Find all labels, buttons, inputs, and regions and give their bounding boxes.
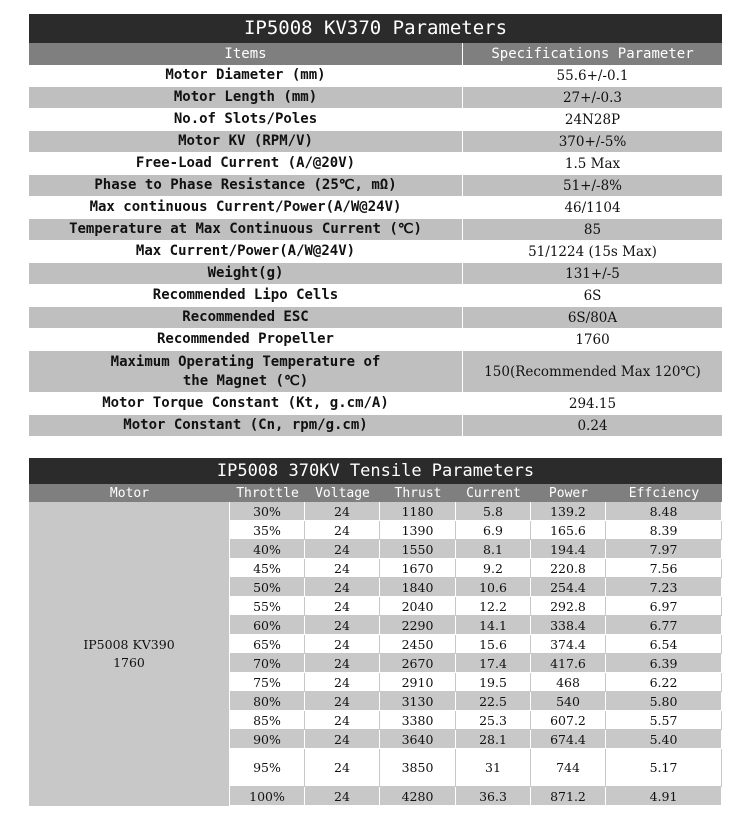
- thrust-cell: 3380: [380, 711, 456, 729]
- thrust-cell: 2910: [380, 673, 456, 691]
- current-column-header: Current: [466, 485, 521, 501]
- parameter-row: [29, 307, 722, 329]
- throttle-cell: 35%: [230, 521, 305, 539]
- tensile-row: [230, 673, 722, 692]
- thrust-cell: 1180: [380, 502, 456, 520]
- efficiency-cell: 5.40: [606, 730, 722, 748]
- parameter-item: Weight(g): [29, 263, 463, 284]
- parameter-row: [29, 241, 722, 263]
- power-cell: 220.8: [531, 559, 606, 577]
- parameter-row: [29, 197, 722, 219]
- tensile-row: [230, 730, 722, 749]
- thrust-cell: 2290: [380, 616, 456, 634]
- thrust-cell: 2450: [380, 635, 456, 653]
- throttle-cell: 75%: [230, 673, 305, 691]
- tensile-table-body: [29, 502, 722, 806]
- efficiency-cell: 7.97: [606, 540, 722, 558]
- power-cell: 254.4: [531, 578, 606, 596]
- voltage-cell: 24: [305, 597, 380, 615]
- throttle-cell: 60%: [230, 616, 305, 634]
- parameter-item: Motor Length (mm): [29, 87, 463, 108]
- current-cell: 14.1: [456, 616, 531, 634]
- thrust-cell: 3130: [380, 692, 456, 710]
- throttle-cell: 40%: [230, 540, 305, 558]
- tensile-row: [230, 597, 722, 616]
- parameter-value: 6S: [583, 287, 602, 304]
- thrust-cell: 4280: [380, 787, 456, 805]
- efficiency-cell: 5.57: [606, 711, 722, 729]
- thrust-cell: 1670: [380, 559, 456, 577]
- power-cell: 744: [531, 749, 606, 786]
- items-column-header: Items: [29, 43, 463, 65]
- current-cell: 12.2: [456, 597, 531, 615]
- parameters-table-body: [29, 65, 722, 437]
- tensile-row: [230, 749, 722, 787]
- parameter-value: 1.5 Max: [564, 155, 621, 172]
- current-cell: 17.4: [456, 654, 531, 672]
- throttle-cell: 90%: [230, 730, 305, 748]
- parameter-row: [29, 219, 722, 241]
- current-cell: 19.5: [456, 673, 531, 691]
- parameter-item: Max Current/Power(A/W@24V): [29, 241, 463, 262]
- current-cell: 22.5: [456, 692, 531, 710]
- tensile-row: [230, 502, 722, 521]
- tensile-row: [230, 540, 722, 559]
- throttle-cell: 80%: [230, 692, 305, 710]
- spec-column-header: Specifications Parameter: [491, 46, 694, 62]
- tensile-row: [230, 635, 722, 654]
- voltage-cell: 24: [305, 521, 380, 539]
- parameter-value: 55.6+/-0.1: [556, 67, 629, 84]
- tensile-row: [230, 787, 722, 806]
- parameter-item: Motor KV (RPM/V): [29, 131, 463, 152]
- power-cell: 338.4: [531, 616, 606, 634]
- power-cell: 468: [531, 673, 606, 691]
- current-cell: 9.2: [456, 559, 531, 577]
- parameter-value: 1760: [575, 331, 610, 348]
- efficiency-cell: 7.23: [606, 578, 722, 596]
- current-cell: 5.8: [456, 502, 531, 520]
- voltage-cell: 24: [305, 692, 380, 710]
- throttle-cell: 100%: [230, 787, 305, 805]
- parameter-item: Free-Load Current (A/@20V): [29, 153, 463, 174]
- current-cell: 6.9: [456, 521, 531, 539]
- power-cell: 540: [531, 692, 606, 710]
- throttle-cell: 70%: [230, 654, 305, 672]
- power-cell: 139.2: [531, 502, 606, 520]
- efficiency-cell: 6.77: [606, 616, 722, 634]
- parameter-row: [29, 175, 722, 197]
- current-cell: 10.6: [456, 578, 531, 596]
- efficiency-cell: 6.97: [606, 597, 722, 615]
- parameter-value: 27+/-0.3: [562, 89, 623, 106]
- tensile-row: [230, 559, 722, 578]
- parameter-row: [29, 153, 722, 175]
- parameters-table: [29, 14, 722, 437]
- parameter-value: 131+/-5: [565, 265, 620, 282]
- throttle-column-header: Throttle: [236, 485, 299, 501]
- parameter-item: Phase to Phase Resistance (25℃, mΩ): [29, 175, 463, 196]
- efficiency-cell: 6.54: [606, 635, 722, 653]
- parameters-table-header: [29, 43, 722, 65]
- power-cell: 607.2: [531, 711, 606, 729]
- tensile-row: [230, 711, 722, 730]
- voltage-cell: 24: [305, 502, 380, 520]
- parameter-value: 370+/-5%: [558, 133, 627, 150]
- voltage-cell: 24: [305, 616, 380, 634]
- power-cell: 374.4: [531, 635, 606, 653]
- throttle-cell: 65%: [230, 635, 305, 653]
- tensile-row: [230, 578, 722, 597]
- parameter-row: [29, 131, 722, 153]
- current-cell: 15.6: [456, 635, 531, 653]
- current-cell: 31: [456, 749, 531, 786]
- parameters-table-title: IP5008 KV370 Parameters: [29, 14, 722, 43]
- parameter-item: No.of Slots/Poles: [29, 109, 463, 130]
- throttle-cell: 85%: [230, 711, 305, 729]
- voltage-cell: 24: [305, 540, 380, 558]
- throttle-cell: 45%: [230, 559, 305, 577]
- tensile-table: [29, 458, 722, 806]
- parameter-row: [29, 87, 722, 109]
- throttle-cell: 95%: [230, 749, 305, 786]
- parameter-row: [29, 263, 722, 285]
- current-cell: 8.1: [456, 540, 531, 558]
- parameter-value: 85: [583, 221, 602, 238]
- parameter-value: 6S/80A: [567, 309, 618, 326]
- parameter-row: [29, 393, 722, 415]
- parameter-value: 51+/-8%: [562, 177, 623, 194]
- parameter-item: Temperature at Max Continuous Current (℃): [29, 219, 463, 240]
- power-cell: 292.8: [531, 597, 606, 615]
- efficiency-cell: 8.48: [606, 502, 722, 520]
- parameter-value: 294.15: [568, 395, 617, 412]
- parameter-item: Recommended Propeller: [29, 329, 463, 350]
- parameter-item: Motor Constant (Cn, rpm/g.cm): [29, 415, 463, 436]
- voltage-cell: 24: [305, 654, 380, 672]
- efficiency-cell: 6.22: [606, 673, 722, 691]
- parameter-row: [29, 415, 722, 437]
- parameter-item: Max continuous Current/Power(A/W@24V): [29, 197, 463, 218]
- power-column-header: Power: [548, 485, 589, 501]
- parameter-row: [29, 329, 722, 351]
- parameter-value: 24N28P: [564, 111, 621, 128]
- parameter-item: Recommended ESC: [29, 307, 463, 328]
- throttle-cell: 55%: [230, 597, 305, 615]
- thrust-cell: 1840: [380, 578, 456, 596]
- efficiency-cell: 8.39: [606, 521, 722, 539]
- parameter-row: [29, 65, 722, 87]
- thrust-cell: 3640: [380, 730, 456, 748]
- voltage-cell: 24: [305, 559, 380, 577]
- efficiency-cell: 7.56: [606, 559, 722, 577]
- power-cell: 417.6: [531, 654, 606, 672]
- voltage-cell: 24: [305, 749, 380, 786]
- motor-column-header: Motor: [109, 485, 150, 501]
- power-cell: 165.6: [531, 521, 606, 539]
- current-cell: 28.1: [456, 730, 531, 748]
- parameter-row: [29, 109, 722, 131]
- efficiency-cell: 6.39: [606, 654, 722, 672]
- motor-cell: IP5008 KV390 1760: [29, 502, 230, 806]
- voltage-cell: 24: [305, 673, 380, 691]
- parameter-row: [29, 351, 722, 393]
- power-cell: 194.4: [531, 540, 606, 558]
- voltage-cell: 24: [305, 711, 380, 729]
- parameter-item: Motor Torque Constant (Kt, g.cm/A): [29, 393, 463, 414]
- parameter-item: Motor Diameter (mm): [29, 65, 463, 86]
- tensile-table-title: IP5008 370KV Tensile Parameters: [29, 458, 722, 484]
- parameter-value: 46/1104: [564, 199, 621, 216]
- voltage-cell: 24: [305, 578, 380, 596]
- parameter-row: [29, 285, 722, 307]
- tensile-row: [230, 654, 722, 673]
- power-cell: 674.4: [531, 730, 606, 748]
- voltage-cell: 24: [305, 787, 380, 805]
- efficiency-column-header: Effciency: [628, 485, 700, 501]
- throttle-cell: 30%: [230, 502, 305, 520]
- tensile-row: [230, 616, 722, 635]
- current-cell: 36.3: [456, 787, 531, 805]
- parameter-value: 51/1224 (15s Max): [528, 243, 657, 260]
- current-cell: 25.3: [456, 711, 531, 729]
- thrust-cell: 1390: [380, 521, 456, 539]
- power-cell: 871.2: [531, 787, 606, 805]
- tensile-table-rows: [230, 502, 722, 806]
- parameter-item: Recommended Lipo Cells: [29, 285, 463, 306]
- thrust-column-header: Thrust: [394, 485, 442, 501]
- voltage-cell: 24: [305, 635, 380, 653]
- throttle-cell: 50%: [230, 578, 305, 596]
- thrust-cell: 2040: [380, 597, 456, 615]
- thrust-cell: 2670: [380, 654, 456, 672]
- tensile-table-header: [29, 484, 722, 502]
- efficiency-cell: 5.17: [606, 749, 722, 786]
- parameter-item: Maximum Operating Temperature of the Magnet (℃): [29, 351, 463, 392]
- tensile-row: [230, 521, 722, 540]
- voltage-column-header: Voltage: [315, 485, 370, 501]
- voltage-cell: 24: [305, 730, 380, 748]
- efficiency-cell: 5.80: [606, 692, 722, 710]
- parameter-value: 0.24: [577, 417, 608, 434]
- efficiency-cell: 4.91: [606, 787, 722, 805]
- parameter-value: 150(Recommended Max 120℃): [484, 363, 701, 380]
- thrust-cell: 1550: [380, 540, 456, 558]
- thrust-cell: 3850: [380, 749, 456, 786]
- tensile-row: [230, 692, 722, 711]
